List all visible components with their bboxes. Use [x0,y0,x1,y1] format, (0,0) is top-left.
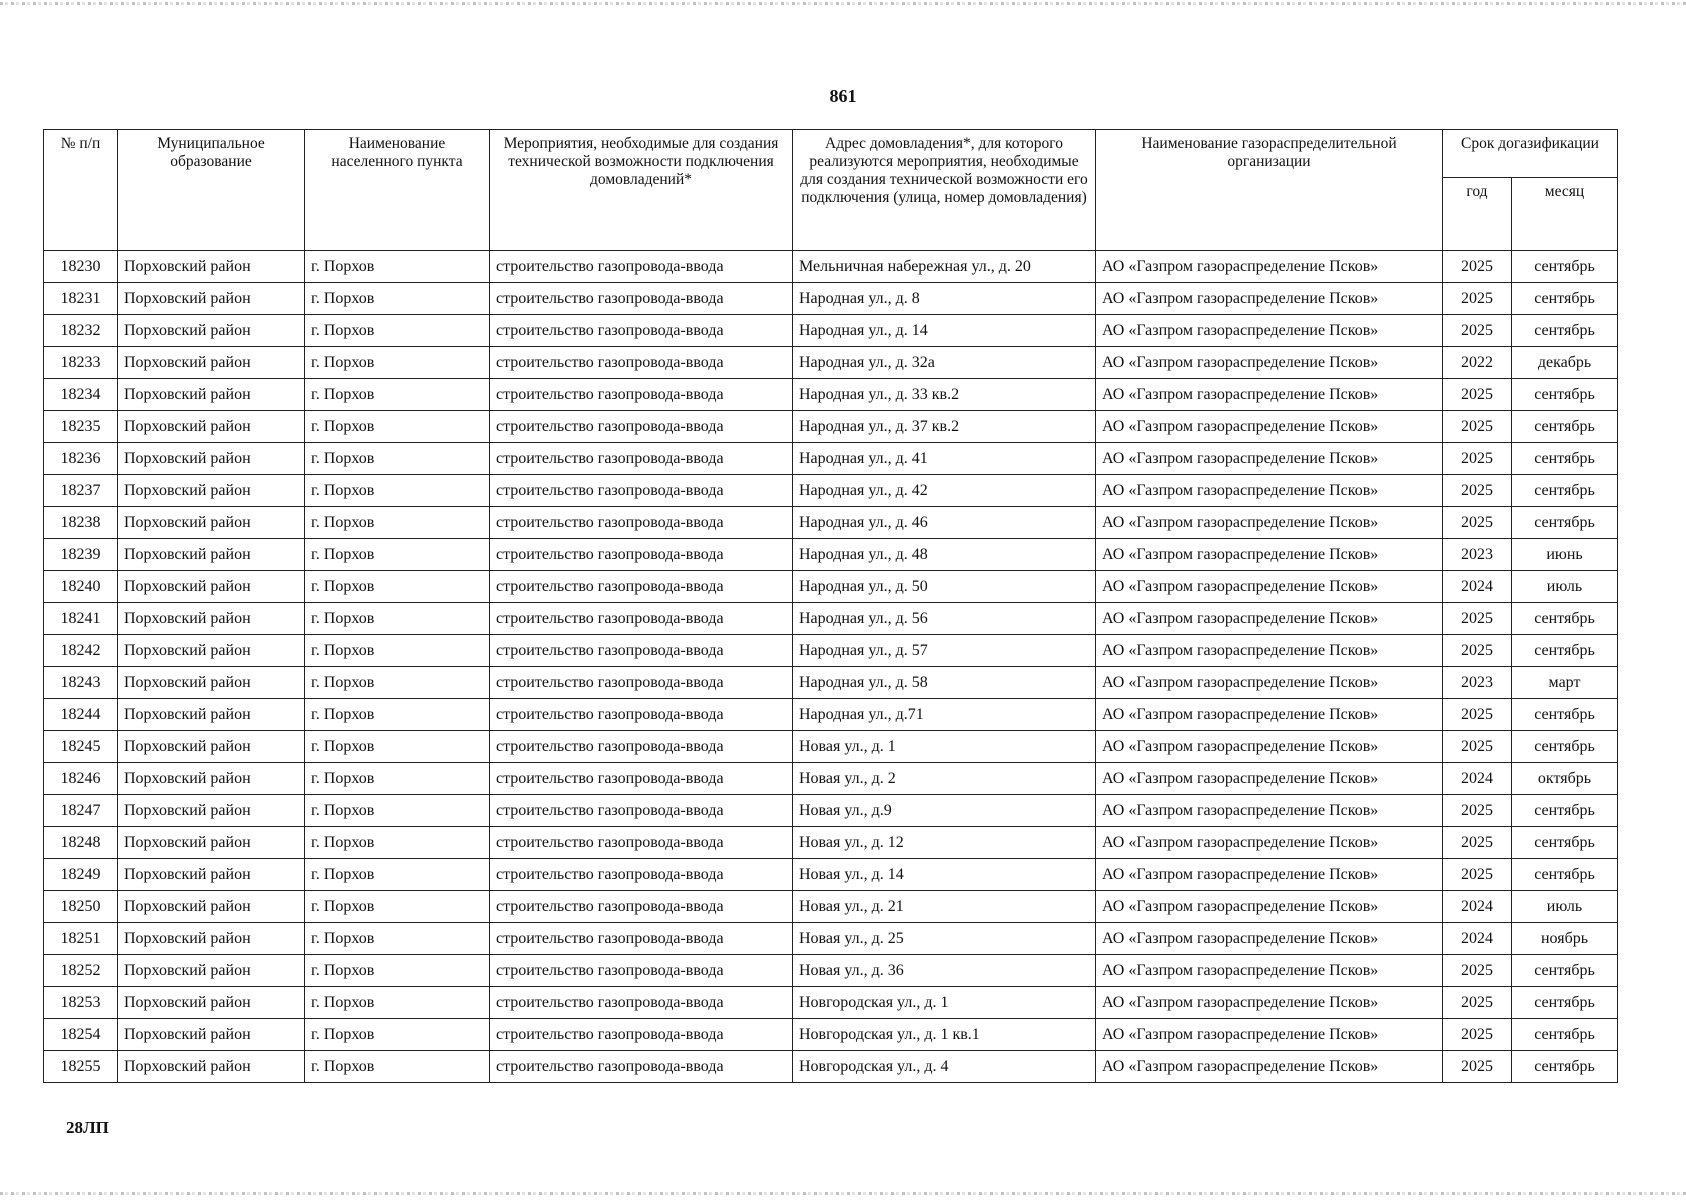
cell-month: октябрь [1512,763,1618,795]
scan-edge-bottom [0,1192,1686,1195]
cell-address: Мельничная набережная ул., д. 20 [793,251,1096,283]
cell-month: сентябрь [1512,379,1618,411]
table-row [44,859,1618,891]
cell-num: 18238 [44,507,118,539]
cell-address: Новая ул., д. 14 [793,859,1096,891]
cell-num: 18230 [44,251,118,283]
cell-measure: строительство газопровода-ввода [490,411,793,443]
cell-gas-org: АО «Газпром газораспределение Псков» [1096,763,1443,795]
cell-year: 2025 [1443,699,1512,731]
cell-address: Народная ул., д. 42 [793,475,1096,507]
table-row [44,507,1618,539]
cell-gas-org: АО «Газпром газораспределение Псков» [1096,507,1443,539]
cell-settlement: г. Порхов [305,731,490,763]
cell-num: 18241 [44,603,118,635]
cell-gas-org: АО «Газпром газораспределение Псков» [1096,1051,1443,1083]
table-row [44,539,1618,571]
header-year: год [1443,178,1512,251]
cell-municipality: Порховский район [118,475,305,507]
cell-year: 2025 [1443,475,1512,507]
table-row [44,987,1618,1019]
cell-measure: строительство газопровода-ввода [490,827,793,859]
cell-address: Народная ул., д.71 [793,699,1096,731]
cell-year: 2025 [1443,603,1512,635]
cell-settlement: г. Порхов [305,1019,490,1051]
cell-gas-org: АО «Газпром газораспределение Псков» [1096,635,1443,667]
cell-municipality: Порховский район [118,315,305,347]
cell-measure: строительство газопровода-ввода [490,667,793,699]
cell-gas-org: АО «Газпром газораспределение Псков» [1096,859,1443,891]
cell-year: 2025 [1443,411,1512,443]
cell-num: 18239 [44,539,118,571]
cell-num: 18252 [44,955,118,987]
cell-gas-org: АО «Газпром газораспределение Псков» [1096,411,1443,443]
cell-year: 2025 [1443,955,1512,987]
cell-address: Новгородская ул., д. 1 кв.1 [793,1019,1096,1051]
cell-measure: строительство газопровода-ввода [490,475,793,507]
cell-num: 18243 [44,667,118,699]
cell-municipality: Порховский район [118,411,305,443]
cell-address: Народная ул., д. 56 [793,603,1096,635]
cell-month: июль [1512,571,1618,603]
table-row [44,1051,1618,1083]
table-body [44,251,1618,1083]
cell-settlement: г. Порхов [305,923,490,955]
cell-month: сентябрь [1512,411,1618,443]
cell-settlement: г. Порхов [305,571,490,603]
cell-month: сентябрь [1512,603,1618,635]
cell-year: 2024 [1443,763,1512,795]
cell-year: 2025 [1443,795,1512,827]
cell-measure: строительство газопровода-ввода [490,731,793,763]
cell-municipality: Порховский район [118,1051,305,1083]
cell-settlement: г. Порхов [305,603,490,635]
cell-month: сентябрь [1512,827,1618,859]
cell-month: сентябрь [1512,443,1618,475]
table-row [44,827,1618,859]
cell-settlement: г. Порхов [305,475,490,507]
table-row [44,315,1618,347]
header-settlement: Наименование населенного пункта [305,130,490,251]
cell-settlement: г. Порхов [305,667,490,699]
cell-month: декабрь [1512,347,1618,379]
cell-num: 18240 [44,571,118,603]
cell-month: сентябрь [1512,283,1618,315]
cell-gas-org: АО «Газпром газораспределение Псков» [1096,571,1443,603]
table-row [44,635,1618,667]
cell-month: июнь [1512,539,1618,571]
cell-num: 18247 [44,795,118,827]
cell-gas-org: АО «Газпром газораспределение Псков» [1096,539,1443,571]
cell-num: 18254 [44,1019,118,1051]
table-row [44,251,1618,283]
cell-municipality: Порховский район [118,507,305,539]
cell-settlement: г. Порхов [305,507,490,539]
cell-measure: строительство газопровода-ввода [490,987,793,1019]
cell-measure: строительство газопровода-ввода [490,955,793,987]
cell-year: 2025 [1443,827,1512,859]
cell-gas-org: АО «Газпром газораспределение Псков» [1096,283,1443,315]
cell-num: 18231 [44,283,118,315]
cell-address: Новгородская ул., д. 4 [793,1051,1096,1083]
cell-municipality: Порховский район [118,283,305,315]
cell-address: Новая ул., д. 36 [793,955,1096,987]
table-row [44,1019,1618,1051]
cell-month: сентябрь [1512,699,1618,731]
cell-settlement: г. Порхов [305,315,490,347]
table-row [44,347,1618,379]
cell-num: 18235 [44,411,118,443]
cell-num: 18249 [44,859,118,891]
cell-num: 18245 [44,731,118,763]
cell-address: Новая ул., д. 2 [793,763,1096,795]
cell-month: ноябрь [1512,923,1618,955]
cell-municipality: Порховский район [118,731,305,763]
cell-address: Народная ул., д. 32а [793,347,1096,379]
table-row [44,699,1618,731]
cell-address: Народная ул., д. 57 [793,635,1096,667]
cell-measure: строительство газопровода-ввода [490,379,793,411]
table-row [44,795,1618,827]
cell-year: 2024 [1443,891,1512,923]
cell-measure: строительство газопровода-ввода [490,283,793,315]
cell-settlement: г. Порхов [305,795,490,827]
table-row [44,731,1618,763]
cell-address: Народная ул., д. 50 [793,571,1096,603]
cell-settlement: г. Порхов [305,635,490,667]
cell-municipality: Порховский район [118,635,305,667]
table-row [44,955,1618,987]
table-row [44,763,1618,795]
cell-num: 18237 [44,475,118,507]
cell-gas-org: АО «Газпром газораспределение Псков» [1096,987,1443,1019]
cell-year: 2025 [1443,283,1512,315]
cell-month: март [1512,667,1618,699]
cell-num: 18232 [44,315,118,347]
cell-month: сентябрь [1512,1019,1618,1051]
header-measures: Мероприятия, необходимые для создания технической возможности подключения домовладений* [490,130,793,251]
cell-num: 18234 [44,379,118,411]
cell-gas-org: АО «Газпром газораспределение Псков» [1096,699,1443,731]
cell-settlement: г. Порхов [305,539,490,571]
table-row [44,379,1618,411]
document-code: 28ЛП [66,1118,109,1137]
cell-measure: строительство газопровода-ввода [490,1019,793,1051]
cell-num: 18244 [44,699,118,731]
cell-settlement: г. Порхов [305,827,490,859]
cell-gas-org: АО «Газпром газораспределение Псков» [1096,667,1443,699]
cell-municipality: Порховский район [118,603,305,635]
cell-year: 2022 [1443,347,1512,379]
cell-settlement: г. Порхов [305,283,490,315]
cell-measure: строительство газопровода-ввода [490,859,793,891]
cell-measure: строительство газопровода-ввода [490,763,793,795]
header-num: № п/п [44,130,118,251]
cell-address: Новая ул., д. 12 [793,827,1096,859]
cell-num: 18253 [44,987,118,1019]
table-row [44,603,1618,635]
cell-month: сентябрь [1512,795,1618,827]
cell-measure: строительство газопровода-ввода [490,635,793,667]
cell-year: 2024 [1443,571,1512,603]
cell-municipality: Порховский район [118,251,305,283]
cell-gas-org: АО «Газпром газораспределение Псков» [1096,1019,1443,1051]
cell-municipality: Порховский район [118,763,305,795]
cell-year: 2025 [1443,507,1512,539]
page-number: 861 [829,86,857,106]
cell-address: Народная ул., д. 14 [793,315,1096,347]
cell-year: 2025 [1443,635,1512,667]
gasification-table [43,129,1618,1083]
cell-municipality: Порховский район [118,1019,305,1051]
cell-year: 2025 [1443,731,1512,763]
cell-measure: строительство газопровода-ввода [490,347,793,379]
table-header-row [44,130,1618,178]
cell-municipality: Порховский район [118,795,305,827]
cell-year: 2023 [1443,539,1512,571]
cell-settlement: г. Порхов [305,379,490,411]
cell-municipality: Порховский район [118,987,305,1019]
header-month: месяц [1512,178,1618,251]
cell-municipality: Порховский район [118,347,305,379]
cell-measure: строительство газопровода-ввода [490,251,793,283]
header-term: Срок догазификации [1443,130,1618,178]
cell-month: сентябрь [1512,507,1618,539]
cell-num: 18250 [44,891,118,923]
cell-municipality: Порховский район [118,923,305,955]
cell-year: 2023 [1443,667,1512,699]
cell-measure: строительство газопровода-ввода [490,507,793,539]
gasification-table-wrapper [43,129,1618,1083]
scan-edge-top [0,2,1686,5]
cell-year: 2024 [1443,923,1512,955]
cell-municipality: Порховский район [118,827,305,859]
cell-measure: строительство газопровода-ввода [490,699,793,731]
cell-month: сентябрь [1512,251,1618,283]
cell-measure: строительство газопровода-ввода [490,603,793,635]
cell-gas-org: АО «Газпром газораспределение Псков» [1096,379,1443,411]
cell-address: Народная ул., д. 41 [793,443,1096,475]
cell-gas-org: АО «Газпром газораспределение Псков» [1096,603,1443,635]
cell-municipality: Порховский район [118,379,305,411]
cell-gas-org: АО «Газпром газораспределение Псков» [1096,443,1443,475]
cell-measure: строительство газопровода-ввода [490,443,793,475]
cell-municipality: Порховский район [118,571,305,603]
cell-settlement: г. Порхов [305,347,490,379]
cell-municipality: Порховский район [118,699,305,731]
cell-year: 2025 [1443,987,1512,1019]
cell-gas-org: АО «Газпром газораспределение Псков» [1096,795,1443,827]
cell-year: 2025 [1443,859,1512,891]
cell-settlement: г. Порхов [305,1051,490,1083]
cell-year: 2025 [1443,315,1512,347]
cell-settlement: г. Порхов [305,443,490,475]
cell-num: 18248 [44,827,118,859]
cell-month: сентябрь [1512,315,1618,347]
cell-year: 2025 [1443,251,1512,283]
cell-month: июль [1512,891,1618,923]
cell-measure: строительство газопровода-ввода [490,891,793,923]
table-row [44,891,1618,923]
cell-month: сентябрь [1512,859,1618,891]
cell-address: Новгородская ул., д. 1 [793,987,1096,1019]
table-row [44,475,1618,507]
cell-address: Народная ул., д. 33 кв.2 [793,379,1096,411]
cell-year: 2025 [1443,1051,1512,1083]
table-row [44,411,1618,443]
cell-num: 18246 [44,763,118,795]
cell-address: Новая ул., д. 25 [793,923,1096,955]
cell-year: 2025 [1443,379,1512,411]
cell-settlement: г. Порхов [305,411,490,443]
cell-gas-org: АО «Газпром газораспределение Псков» [1096,347,1443,379]
cell-gas-org: АО «Газпром газораспределение Псков» [1096,891,1443,923]
cell-settlement: г. Порхов [305,955,490,987]
table-row [44,923,1618,955]
header-address: Адрес домовладения*, для которого реализуются мероприятия, необходимые для создания технической возможности его подключения (улица, номер домовладения) [793,130,1096,251]
cell-address: Народная ул., д. 37 кв.2 [793,411,1096,443]
table-row [44,571,1618,603]
cell-municipality: Порховский район [118,955,305,987]
cell-month: сентябрь [1512,635,1618,667]
cell-address: Народная ул., д. 8 [793,283,1096,315]
cell-municipality: Порховский район [118,891,305,923]
cell-address: Новая ул., д.9 [793,795,1096,827]
table-row [44,443,1618,475]
cell-measure: строительство газопровода-ввода [490,1051,793,1083]
cell-num: 18255 [44,1051,118,1083]
cell-month: сентябрь [1512,731,1618,763]
cell-gas-org: АО «Газпром газораспределение Псков» [1096,315,1443,347]
cell-settlement: г. Порхов [305,987,490,1019]
cell-num: 18236 [44,443,118,475]
cell-measure: строительство газопровода-ввода [490,315,793,347]
header-gas-org: Наименование газораспределительной организации [1096,130,1443,251]
cell-municipality: Порховский район [118,859,305,891]
cell-gas-org: АО «Газпром газораспределение Псков» [1096,827,1443,859]
cell-measure: строительство газопровода-ввода [490,571,793,603]
cell-address: Народная ул., д. 58 [793,667,1096,699]
cell-address: Новая ул., д. 21 [793,891,1096,923]
cell-settlement: г. Порхов [305,763,490,795]
cell-settlement: г. Порхов [305,699,490,731]
cell-num: 18233 [44,347,118,379]
cell-municipality: Порховский район [118,443,305,475]
cell-measure: строительство газопровода-ввода [490,923,793,955]
cell-month: сентябрь [1512,475,1618,507]
cell-measure: строительство газопровода-ввода [490,539,793,571]
cell-settlement: г. Порхов [305,891,490,923]
cell-gas-org: АО «Газпром газораспределение Псков» [1096,731,1443,763]
cell-address: Новая ул., д. 1 [793,731,1096,763]
cell-settlement: г. Порхов [305,251,490,283]
cell-gas-org: АО «Газпром газораспределение Псков» [1096,251,1443,283]
cell-num: 18242 [44,635,118,667]
cell-month: сентябрь [1512,987,1618,1019]
cell-gas-org: АО «Газпром газораспределение Псков» [1096,923,1443,955]
cell-settlement: г. Порхов [305,859,490,891]
cell-measure: строительство газопровода-ввода [490,795,793,827]
cell-month: сентябрь [1512,1051,1618,1083]
cell-address: Народная ул., д. 48 [793,539,1096,571]
header-municipality: Муниципальное образование [118,130,305,251]
table-row [44,283,1618,315]
cell-num: 18251 [44,923,118,955]
cell-municipality: Порховский район [118,539,305,571]
cell-month: сентябрь [1512,955,1618,987]
cell-municipality: Порховский район [118,667,305,699]
cell-address: Народная ул., д. 46 [793,507,1096,539]
cell-year: 2025 [1443,443,1512,475]
cell-gas-org: АО «Газпром газораспределение Псков» [1096,955,1443,987]
cell-year: 2025 [1443,1019,1512,1051]
cell-gas-org: АО «Газпром газораспределение Псков» [1096,475,1443,507]
table-row [44,667,1618,699]
